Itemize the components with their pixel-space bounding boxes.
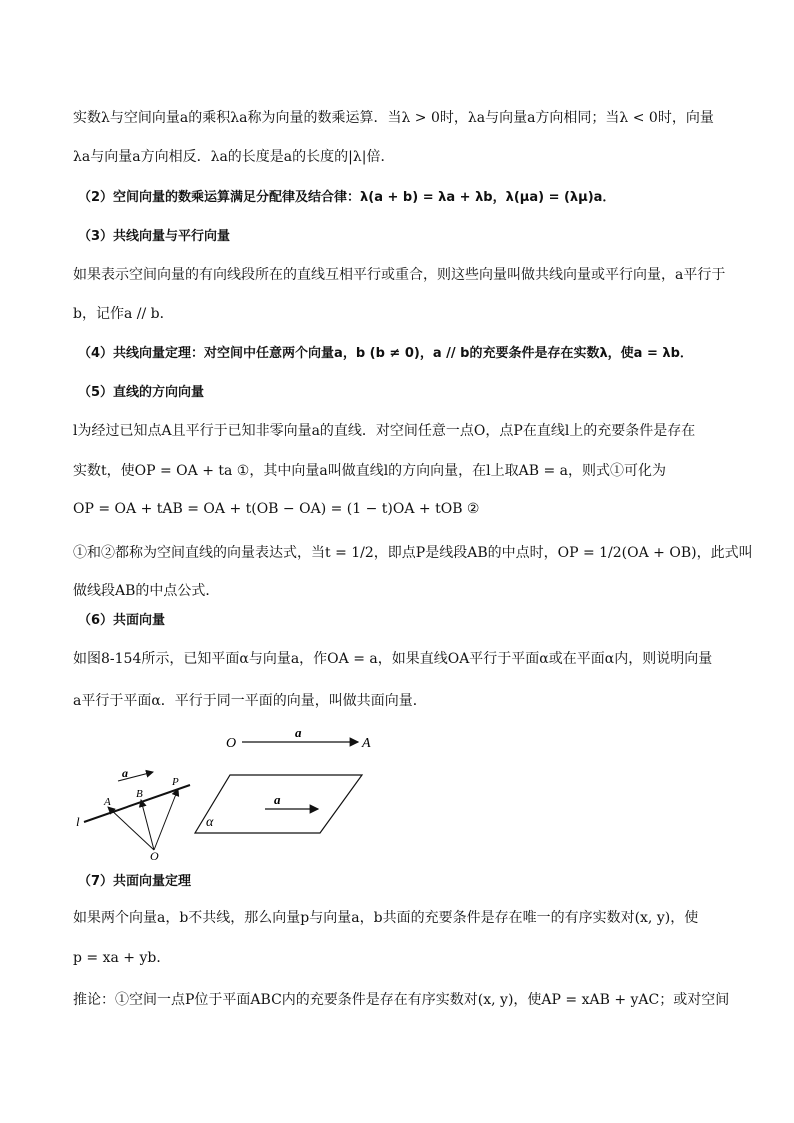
text-line: λa与向量a方向相反．λa的长度是a的长度的|λ|倍．	[73, 149, 395, 165]
label-a: a	[274, 792, 281, 807]
label-A: A	[104, 796, 111, 808]
vector-OA	[108, 807, 154, 850]
label-alpha: α	[206, 815, 214, 830]
text-line: 实数t，使OP = OA + ta ①，其中向量a叫做直线l的方向向量，在l上取AB = a，则式①可化为	[73, 463, 667, 479]
section-heading: （5）直线的方向向量	[78, 385, 205, 400]
text-line: a平行于平面α．平行于同一平面的向量，叫做共面向量．	[73, 693, 427, 709]
section-heading: （6）共面向量	[78, 613, 166, 628]
text-line: 推论：①空间一点P位于平面ABC内的充要条件是存在有序实数对(x, y)，使AP = xAB + yAC；或对空间	[73, 992, 730, 1008]
formula-line: p = xa + yb．	[73, 950, 171, 966]
label-O: O	[226, 736, 237, 751]
text-line: 如图8-154所示，已知平面α与向量a，作OA = a，如果直线OA平行于平面α或在平面α内，则说明向量	[73, 651, 713, 667]
figure-plane-alpha	[195, 775, 362, 833]
section-heading: （4）共线向量定理：对空间中任意两个向量a，b (b ≠ 0)，a // b的充要条件是存在实数λ，使a = λb．	[78, 346, 693, 361]
section-heading: （2）空间向量的数乘运算满足分配律及结合律：λ(a + b) = λa + λb，λ(μa) = (λμ)a．	[78, 190, 616, 205]
text-line: ①和②都称为空间直线的向量表达式，当t = 1/2，即点P是线段AB的中点时，OP = 1/2(OA + OB)，此式叫	[73, 545, 753, 561]
section-heading: （3）共线向量与平行向量	[78, 229, 231, 244]
label-B: B	[136, 788, 143, 800]
label-P: P	[172, 776, 179, 788]
formula-line: OP = OA + tAB = OA + t(OB − OA) = (1 − t)OA + tOB ②	[73, 501, 480, 517]
text-line: 如果表示空间向量的有向线段所在的直线互相平行或重合，则这些向量叫做共线向量或平行向量，a平行于	[73, 267, 726, 283]
label-O: O	[150, 849, 159, 863]
text-line: l为经过已知点A且平行于已知非零向量a的直线．对空间任意一点O，点P在直线l上的充要条件是存在	[73, 423, 696, 439]
text-line: 实数λ与空间向量a的乘积λa称为向量的数乘运算．当λ > 0时，λa与向量a方向相同；当λ < 0时，向量	[73, 110, 714, 126]
label-l: l	[76, 814, 80, 829]
label-a: a	[122, 766, 128, 780]
label-a: a	[295, 725, 302, 740]
vector-OP	[154, 789, 178, 850]
label-A: A	[362, 736, 371, 751]
section-heading: （7）共面向量定理	[78, 874, 192, 889]
text-line: b，记作a // b．	[73, 306, 174, 322]
text-line: 做线段AB的中点公式．	[73, 583, 220, 599]
vector-OB	[141, 800, 154, 850]
text-line: 如果两个向量a，b不共线，那么向量p与向量a，b共面的充要条件是存在唯一的有序实数对(x, y)，使	[73, 910, 699, 926]
figure-coplanar-vectors	[70, 725, 390, 865]
figure-top-vector	[226, 725, 371, 751]
figure-line-l	[76, 766, 190, 863]
